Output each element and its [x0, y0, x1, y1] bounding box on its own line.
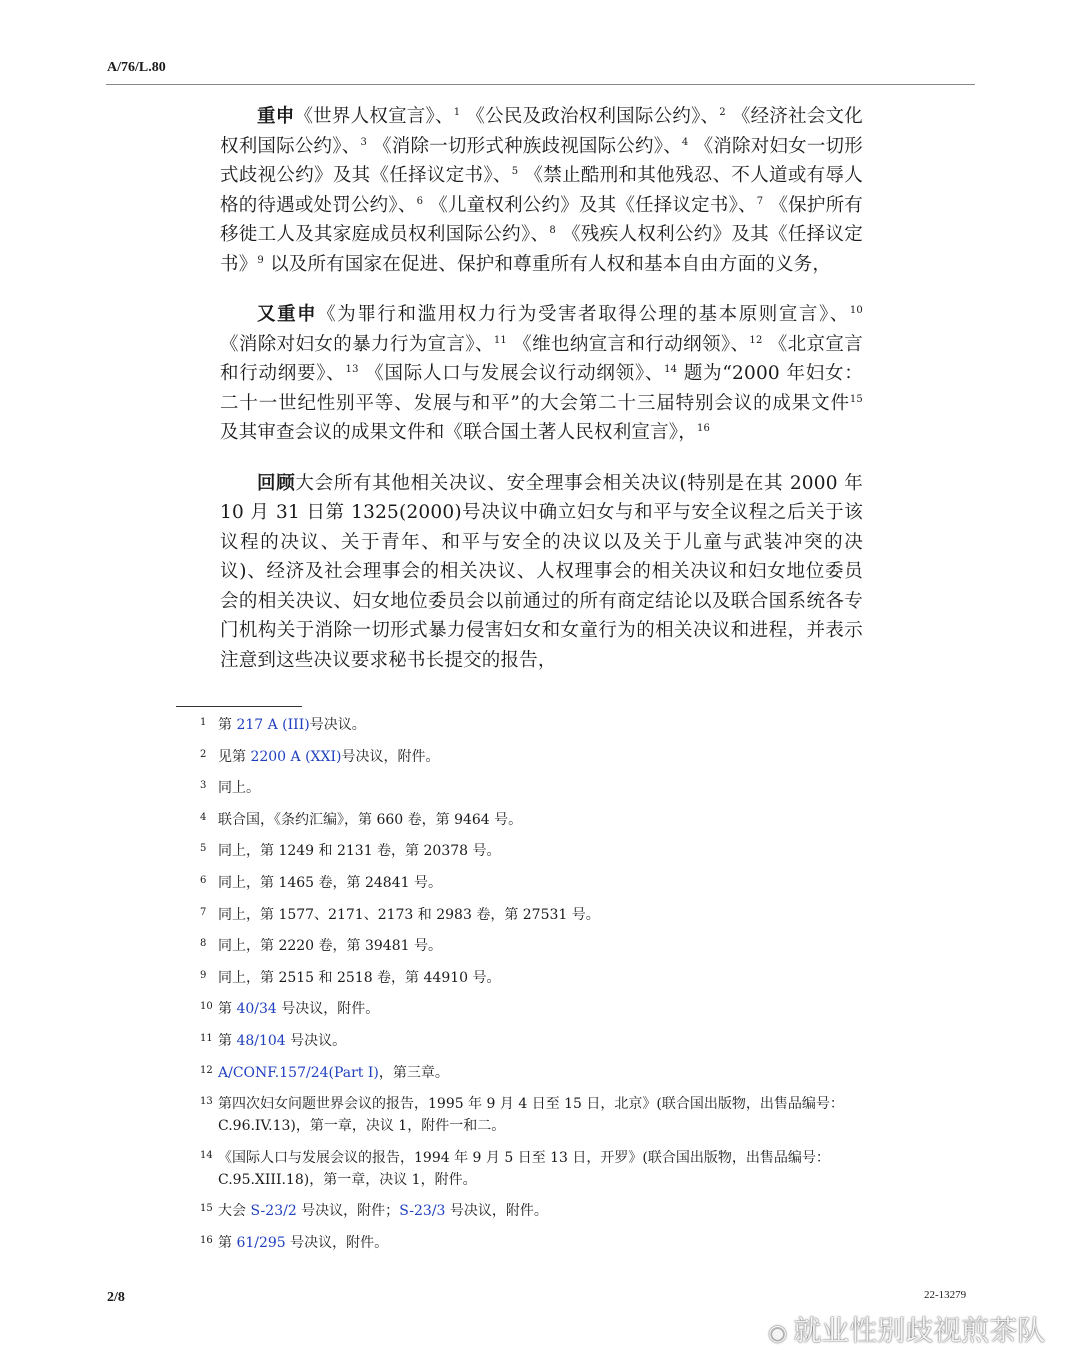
- footnote-ref: 14: [664, 363, 678, 375]
- text-segment: 同上，第 1465 卷，第 24841 号。: [218, 874, 442, 891]
- footnote-ref: 11: [493, 334, 507, 346]
- text-segment: 《为罪行和滥用权力行为受害者取得公理的基本原则宣言》、: [317, 304, 850, 325]
- text-segment: 号决议，附件。: [341, 748, 440, 765]
- footnote-item: [200, 904, 864, 926]
- page-number: 2/8: [107, 1290, 125, 1305]
- text-segment: 《保护所有移徙工人及其家庭成员权利国际公约》、: [220, 194, 863, 245]
- footnote-separator: [176, 706, 302, 707]
- text-segment: 《禁止酷刑和其他残忍、不人道或有辱人格的待遇或处罚公约》、: [220, 165, 863, 216]
- footnote-number: 4: [200, 811, 207, 823]
- text-segment: 见第: [218, 748, 251, 765]
- text-segment: 题为“2000 年妇女：二十一世纪性别平等、发展与和平”的大会第二十三届特别会议的成果文件: [220, 363, 863, 414]
- text-segment: 第四次妇女问题世界会议的报告，1995 年 9 月 4 日至 15 日，北京》(联合国出版物，出售品编号：C.96.IV.13)，第一章，决议 1，附件一和二。: [218, 1096, 844, 1135]
- paragraph-lead: 回顾: [257, 472, 296, 494]
- footnote-item: [200, 1030, 864, 1052]
- footnote-ref: 12: [749, 334, 763, 346]
- watermark: [768, 1309, 1045, 1349]
- document-link[interactable]: A/CONF.157/24(Part I): [218, 1064, 379, 1081]
- footnote-item: [200, 777, 864, 799]
- footnote-number: 14: [200, 1149, 213, 1161]
- text-segment: 同上，第 1249 和 2131 卷，第 20378 号。: [218, 843, 501, 860]
- footnote-item: [200, 809, 864, 831]
- text-segment: 及其审查会议的成果文件和《联合国土著人民权利宣言》，: [220, 422, 697, 443]
- footnote-item: [200, 1093, 864, 1137]
- footnote-ref: 7: [756, 195, 764, 207]
- paragraph-lead: 又重申: [257, 304, 318, 325]
- text-segment: 号决议，附件。: [445, 1203, 548, 1220]
- footnote-item: [200, 935, 864, 957]
- footnote-ref: 5: [511, 165, 519, 177]
- footnote-number: 12: [200, 1064, 213, 1076]
- document-link[interactable]: 61/295: [236, 1234, 286, 1251]
- text-segment: 号决议，附件。: [285, 1234, 389, 1251]
- footnote-item: [200, 872, 864, 894]
- footnote-item: [200, 1232, 864, 1254]
- text-segment: ，第三章。: [378, 1064, 449, 1081]
- footnote-ref: 8: [549, 224, 556, 236]
- footnote-item: [200, 840, 864, 862]
- text-segment: 《残疾人权利公约》及其《任择议定书》: [220, 224, 863, 275]
- header-rule: [106, 84, 975, 85]
- paragraph-recalling: [220, 469, 863, 676]
- footnote-ref: 16: [696, 422, 711, 434]
- footnote-item: [200, 746, 864, 768]
- footnote-number: 1: [200, 717, 207, 728]
- paragraph-further-reaffirming: [220, 300, 863, 448]
- footnote-number: 2: [200, 748, 207, 760]
- footnote-number: 16: [200, 1234, 213, 1246]
- footnote-item: [200, 1062, 864, 1084]
- footnote-item: [200, 1147, 864, 1191]
- footnote-item: [200, 998, 864, 1020]
- document-link[interactable]: 217 A (III): [236, 717, 310, 733]
- document-link[interactable]: S-23/3: [399, 1203, 446, 1220]
- footnote-ref: 13: [345, 363, 359, 375]
- footnotes: [200, 714, 864, 1264]
- text-segment: 《维也纳宣言和行动纲领》、: [513, 333, 750, 355]
- text-segment: 《消除一切形式种族歧视国际公约》、: [373, 135, 682, 157]
- footnote-ref: 9: [257, 254, 264, 266]
- text-segment: 以及所有国家在促进、保护和尊重所有人权和基本自由方面的义务，: [270, 253, 832, 275]
- text-segment: 《国际人口与发展会议行动纲领》、: [365, 363, 665, 384]
- footnote-ref: 10: [849, 304, 863, 316]
- footnote-number: 10: [200, 1001, 213, 1013]
- text-segment: 《世界人权宣言》、: [294, 106, 454, 127]
- footnote-item: [200, 1200, 864, 1222]
- footnote-item: [200, 714, 864, 736]
- document-code: 22-13279: [924, 1289, 967, 1301]
- footnote-number: 15: [200, 1203, 213, 1215]
- document-link[interactable]: S-23/2: [250, 1203, 297, 1220]
- text-segment: 第: [218, 1234, 237, 1251]
- footnote-number: 5: [200, 843, 207, 855]
- text-segment: 《儿童权利公约》及其《任择议定书》、: [429, 194, 757, 216]
- text-segment: 号决议。: [285, 1032, 347, 1049]
- text-segment: 《消除对妇女的暴力行为宣言》、: [220, 333, 494, 355]
- footnote-number: 8: [200, 938, 207, 950]
- document-link[interactable]: 2200 A (XXI): [250, 748, 342, 765]
- footnote-item: [200, 967, 864, 989]
- text-segment: 第: [218, 717, 237, 733]
- text-segment: 联合国，《条约汇编》，第 660 卷，第 9464 号。: [218, 811, 523, 828]
- footnote-ref: 15: [849, 393, 863, 405]
- text-segment: 同上，第 1577、2171、2173 和 2983 卷，第 27531 号。: [218, 906, 600, 923]
- paragraph-reaffirming: [220, 102, 863, 279]
- text-segment: 号决议。: [309, 717, 366, 733]
- footnote-number: 6: [200, 874, 207, 886]
- text-segment: 《公民及政治权利国际公约》、: [466, 106, 720, 127]
- footnote-ref: 3: [360, 136, 367, 148]
- footnote-number: 7: [200, 906, 207, 918]
- text-segment: 第: [218, 1032, 237, 1049]
- text-segment: 同上，第 2220 卷，第 39481 号。: [218, 938, 442, 955]
- text-segment: 《北京宣言和行动纲要》、: [220, 333, 863, 384]
- document-symbol: A/76/L.80: [107, 60, 166, 75]
- text-segment: 号决议，附件；: [296, 1203, 400, 1220]
- footnote-ref: 6: [416, 195, 424, 207]
- paragraph-lead: 重申: [257, 106, 295, 127]
- text-segment: 《国际人口与发展会议的报告，1994 年 9 月 5 日至 13 日，开罗》(联合国出版物，出售品编号：C.95.XIII.18)，第一章，决议 1，附件。: [218, 1149, 830, 1188]
- footnote-number: 9: [200, 969, 207, 981]
- footnote-ref: 2: [719, 106, 726, 118]
- document-link[interactable]: 40/34: [236, 1001, 277, 1018]
- text-segment: 同上。: [218, 780, 260, 797]
- text-segment: 《经济社会文化权利国际公约》、: [220, 106, 863, 157]
- document-link[interactable]: 48/104: [236, 1032, 286, 1049]
- resolution-body: [220, 102, 863, 696]
- footnote-ref: 4: [681, 136, 689, 148]
- weibo-icon: ◉: [768, 1321, 788, 1346]
- footnote-number: 3: [200, 780, 207, 792]
- footnote-number: 13: [200, 1096, 213, 1108]
- footnote-ref: 1: [453, 106, 461, 118]
- text-segment: 大会: [218, 1203, 251, 1220]
- footnote-number: 11: [200, 1032, 213, 1044]
- text-segment: 号决议，附件。: [276, 1001, 380, 1018]
- text-segment: 《消除对妇女一切形式歧视公约》及其《任择议定书》、: [220, 135, 863, 186]
- text-segment: 第: [218, 1001, 237, 1018]
- text-segment: 大会所有其他相关决议、安全理事会相关决议(特别是在其 2000 年 10 月 31 日第 1325(2000)号决议中确立妇女与和平与安全议程之后关于该议程的决议、关于青年、和平与安全的决议以及关于儿童与武装冲突的决议)、经济及社会理事会的相关决议、人权理事会的相关决议和妇女地位委员会的相关决议、妇女地位委员会以前通过的所有商定结论以及联合国系统各专门机构关于消除一切形式暴力侵害妇女和女童行为的相关决议和进程，并表示注意到这些决议要求秘书长提交的报告，: [220, 472, 863, 671]
- text-segment: 就业性别歧视煎茶队: [793, 1314, 1046, 1347]
- text-segment: 同上，第 2515 和 2518 卷，第 44910 号。: [218, 969, 501, 986]
